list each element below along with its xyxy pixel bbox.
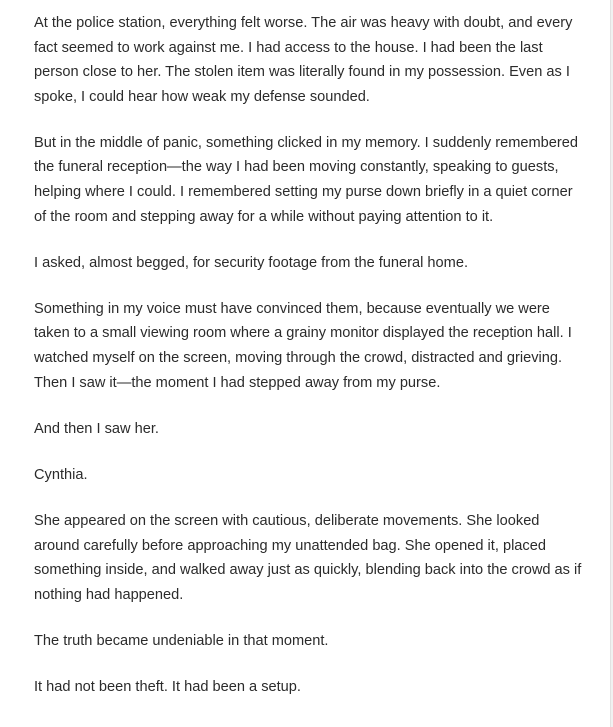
article-body [34, 11, 582, 721]
paragraph-8: The truth became undeniable in that moment. [34, 632, 329, 649]
paragraph-6: Cynthia. [34, 466, 88, 483]
paragraph-5: And then I saw her. [34, 420, 159, 437]
paragraph-4: Something in my voice must have convinced them, because eventually we were taken to a small viewing room where a grainy monitor displayed the reception hall. I watched myself on the screen, moving through the crowd, distracted and grieving. Then I saw it—the moment I had stepped away from my purse. [34, 300, 572, 391]
paragraph-2: But in the middle of panic, something clicked in my memory. I suddenly remembered the funeral reception—the way I had been moving constantly, speaking to guests, helping where I could. I remembered setting my purse down briefly in a quiet corner of the room and stepping away for a while without paying attention to it. [34, 134, 578, 225]
paragraph-7: She appeared on the screen with cautious, deliberate movements. She looked around carefully before approaching my unattended bag. She opened it, placed something inside, and walked away just as quickly, blending back into the crowd as if nothing had happened. [34, 512, 582, 603]
paragraph-3: I asked, almost begged, for security footage from the funeral home. [34, 254, 468, 271]
paragraph-1: At the police station, everything felt worse. The air was heavy with doubt, and every fact seemed to work against me. I had access to the house. I had been the last person close to her. The stolen item was literally found in my possession. Even as I spoke, I could hear how weak my defense sounded. [34, 15, 573, 105]
paragraph-9: It had not been theft. It had been a setup. [34, 678, 301, 695]
